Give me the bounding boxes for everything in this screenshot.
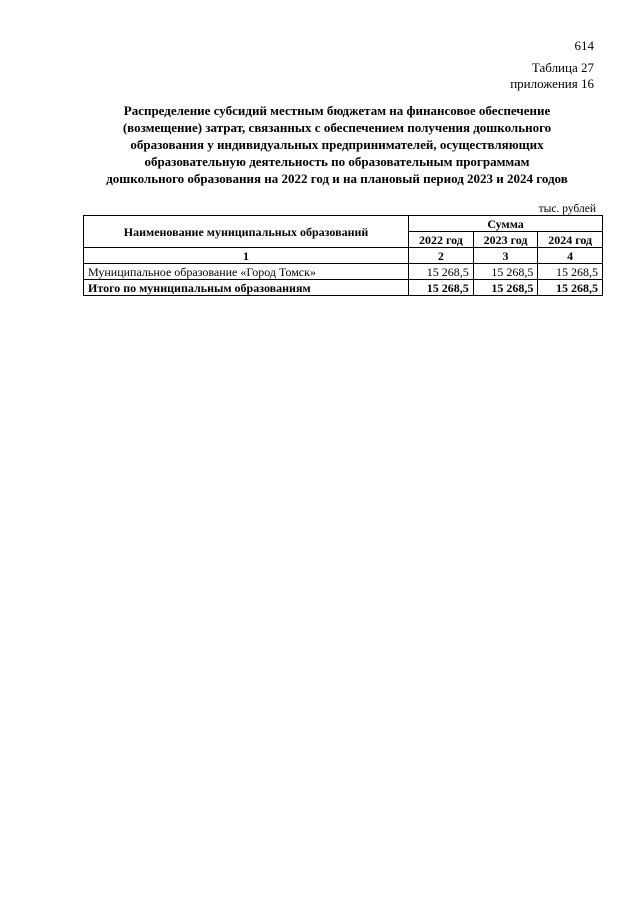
column-number: 3	[473, 248, 538, 264]
column-number-row	[84, 248, 603, 264]
header-year-2023: 2023 год	[473, 232, 538, 248]
amount-2024: 15 268,5	[538, 264, 603, 280]
title-line: (возмещение) затрат, связанных с обеспечением получения дошкольного	[122, 120, 552, 135]
document-title	[80, 102, 594, 187]
amount-2023: 15 268,5	[473, 264, 538, 280]
column-number: 1	[84, 248, 409, 264]
municipality-name: Муниципальное образование «Город Томск»	[84, 264, 409, 280]
header-sum: Сумма	[409, 216, 603, 232]
table-row	[84, 264, 603, 280]
subsidy-table	[83, 215, 603, 296]
title-line: образовательную деятельность по образовательным программам	[144, 154, 530, 169]
total-2022: 15 268,5	[409, 280, 474, 296]
page-number: 614	[574, 38, 594, 53]
appendix-reference: приложения 16	[510, 76, 594, 91]
amount-2022: 15 268,5	[409, 264, 474, 280]
header-year-2024: 2024 год	[538, 232, 603, 248]
units-label: тыс. рублей	[538, 203, 596, 215]
table-header-row	[84, 216, 603, 232]
total-2023: 15 268,5	[473, 280, 538, 296]
total-label: Итого по муниципальным образованиям	[84, 280, 409, 296]
header-municipality: Наименование муниципальных образований	[84, 216, 409, 248]
total-row	[84, 280, 603, 296]
column-number: 4	[538, 248, 603, 264]
title-line: образования у индивидуальных предпринимателей, осуществляющих	[130, 137, 544, 152]
header-year-2022: 2022 год	[409, 232, 474, 248]
table-reference	[510, 60, 594, 92]
title-line: Распределение субсидий местным бюджетам на финансовое обеспечение	[123, 103, 551, 118]
total-2024: 15 268,5	[538, 280, 603, 296]
column-number: 2	[409, 248, 474, 264]
table-number: Таблица 27	[531, 60, 594, 75]
title-line: дошкольного образования на 2022 год и на плановый период 2023 и 2024 годов	[106, 171, 568, 186]
